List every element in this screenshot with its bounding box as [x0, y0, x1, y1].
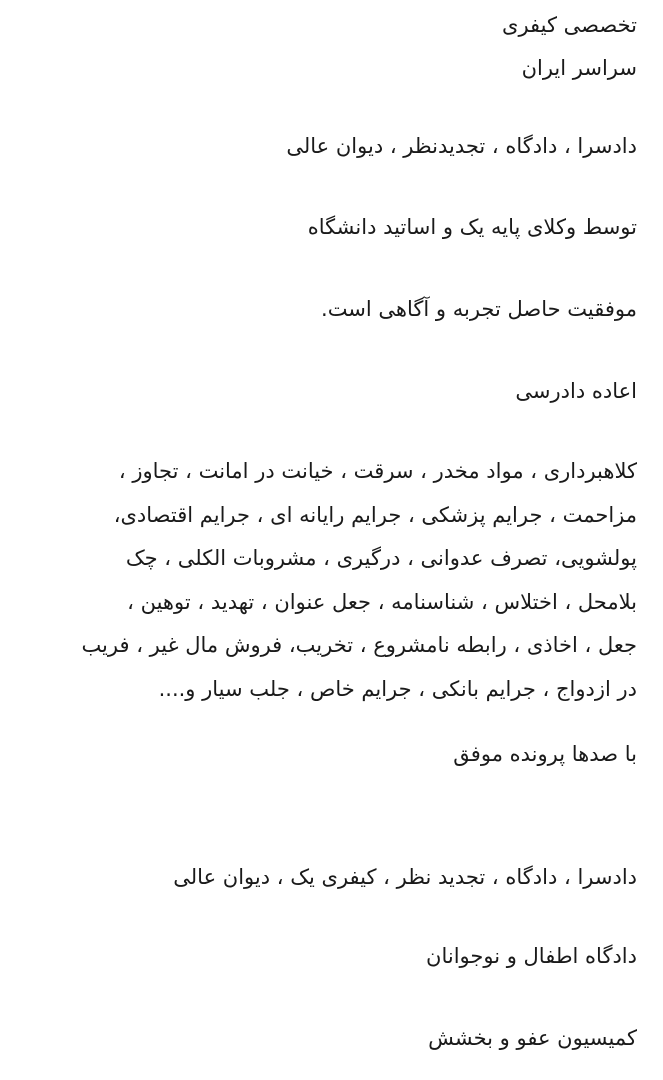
- specialized-criminal-line: تخصصی کیفری: [502, 13, 637, 37]
- nationwide-line: سراسر ایران: [521, 56, 637, 80]
- courts-line: دادسرا ، دادگاه ، تجدیدنظر ، دیوان عالی: [286, 134, 637, 158]
- crime-list-line: پولشویی، تصرف عدوانی ، درگیری ، مشروبات الکلی ، چک: [125, 546, 637, 570]
- juvenile-court-line: دادگاه اطفال و نوجوانان: [426, 944, 637, 968]
- success-line: موفقیت حاصل تجربه و آگاهی است.: [321, 297, 637, 321]
- crime-list-line: جعل ، اخاذی ، رابطه نامشروع ، تخریب، فروش مال غیر ، فریب: [81, 633, 637, 657]
- successful-cases-line: با صدها پرونده موفق: [453, 742, 637, 766]
- lawyers-line: توسط وکلای پایه یک و اساتید دانشگاه: [307, 215, 637, 239]
- crime-list-line: بلامحل ، اختلاس ، شناسنامه ، جعل عنوان ، تهدید ، توهین ،: [127, 589, 637, 614]
- crime-list-line: مزاحمت ، جرایم پزشکی ، جرایم رایانه ای ، جرایم اقتصادی،: [113, 502, 637, 527]
- crime-list-line: در ازدواج ، جرایم بانکی ، جرایم خاص ، جلب سیار و....: [158, 676, 637, 701]
- pardon-commission-line: کمیسیون عفو و بخشش: [428, 1026, 637, 1050]
- crime-list-line: کلاهبرداری ، مواد مخدر ، سرقت ، خیانت در امانت ، تجاوز ،: [118, 459, 637, 483]
- courts-line-2: دادسرا ، دادگاه ، تجدید نظر ، کیفری یک ، دیوان عالی: [173, 865, 637, 889]
- retrial-line: اعاده دادرسی: [515, 379, 637, 403]
- crime-list-paragraph: [20, 450, 637, 711]
